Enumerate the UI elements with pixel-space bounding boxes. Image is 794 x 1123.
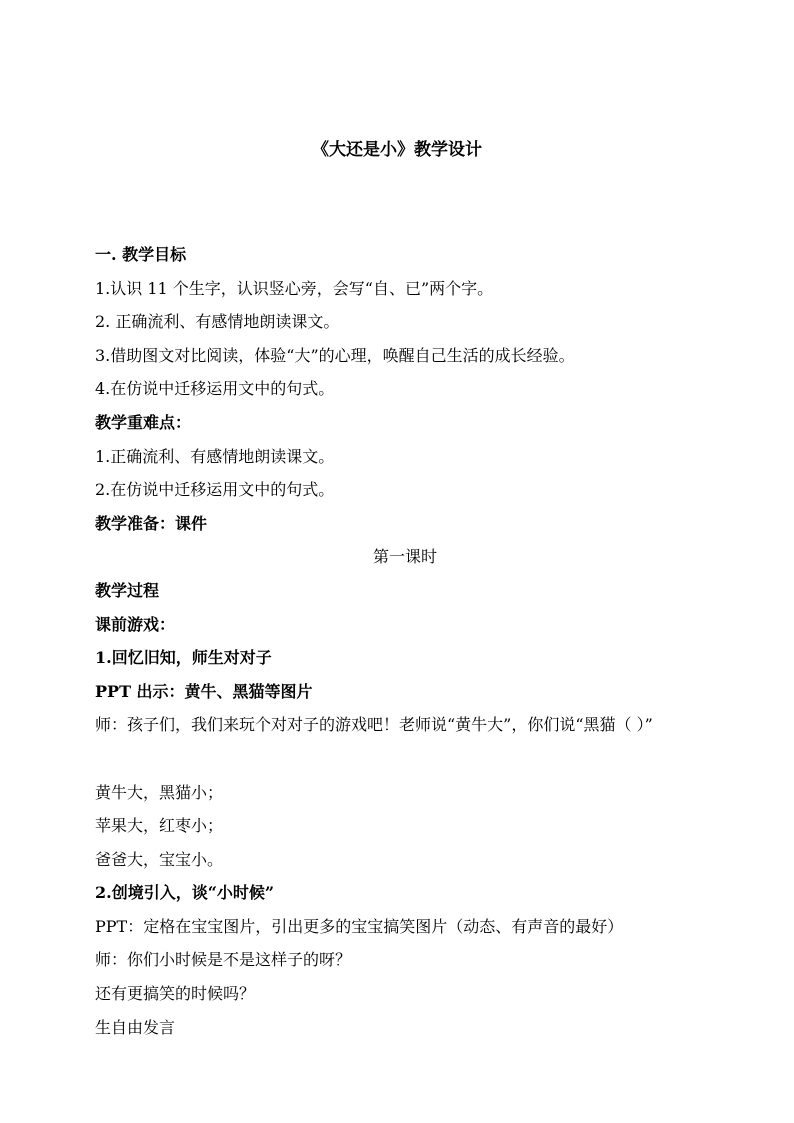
section-heading-process: 教学过程 xyxy=(95,580,160,600)
lesson-label: 第一课时 xyxy=(372,547,437,567)
key-point-item: 2.在仿说中迁移运用文中的句式。 xyxy=(95,480,335,500)
section-heading-objectives: 一. 教学目标 xyxy=(95,245,187,264)
objective-item: 4.在仿说中迁移运用文中的句式。 xyxy=(95,379,335,399)
step-heading: 2.创境引入，谈“小时候” xyxy=(95,883,275,903)
objective-item: 3.借助图文对比阅读，体验“大”的心理，唤醒自己生活的成长经验。 xyxy=(95,345,575,365)
objective-item: 2. 正确流利、有感情地朗读课文。 xyxy=(95,312,340,332)
section-heading-key-points: 教学重难点： xyxy=(95,412,192,432)
document-body xyxy=(95,238,715,1044)
student-activity: 生自由发言 xyxy=(95,1017,176,1037)
document-title: 《大还是小》教学设计 xyxy=(312,140,482,160)
ppt-note: PPT 出示：黄牛、黑猫等图片 xyxy=(95,681,313,701)
key-point-item: 1.正确流利、有感情地朗读课文。 xyxy=(95,446,335,466)
teacher-speech: 还有更搞笑的时候吗？ xyxy=(95,984,256,1004)
couplet-line: 黄牛大，黑猫小； xyxy=(95,782,224,802)
teacher-speech: 师：孩子们，我们来玩个对对子的游戏吧！老师说“黄牛大”，你们说“黑猫（ ）” xyxy=(95,715,653,735)
couplet-line: 爸爸大，宝宝小。 xyxy=(95,849,224,869)
objective-item: 1.认识 11 个生字，认识竖心旁，会写“自、已”两个字。 xyxy=(95,278,494,298)
ppt-note: PPT：定格在宝宝图片，引出更多的宝宝搞笑图片（动态、有声音的最好） xyxy=(95,916,624,936)
subheading-warmup-game: 课前游戏： xyxy=(95,614,176,634)
teacher-speech: 师：你们小时候是不是这样子的呀？ xyxy=(95,950,352,970)
couplet-line: 苹果大，红枣小； xyxy=(95,816,224,836)
step-heading: 1.回忆旧知，师生对对子 xyxy=(95,648,272,668)
section-heading-preparation: 教学准备：课件 xyxy=(95,513,208,533)
